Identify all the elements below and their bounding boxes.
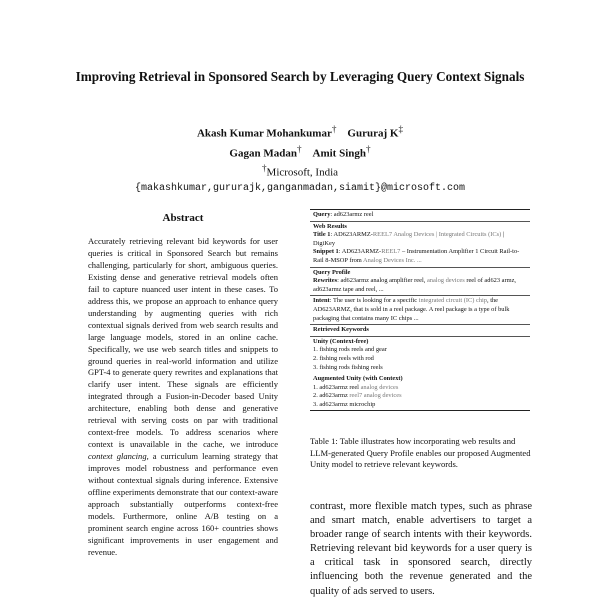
author-name: Gururaj K <box>347 127 399 140</box>
intro-paragraph: contrast, more flexible match types, such as phrase and smart match, enable advertisers to target a broader range of search intents with their keywords. Retrieving relevant bid keywords for a user query is a critical task in sponsored search, directly influencing both the revenue generated and the quality of ads served to users. <box>310 501 532 597</box>
augmented-unity-label: Augmented Unity (with Context) <box>313 375 403 383</box>
retrieved-keywords-label: Retrieved Keywords <box>313 326 369 334</box>
unity-context-free-label: Unity (Context-free) <box>313 337 369 345</box>
abstract-body <box>88 236 278 559</box>
table-query-profile-section <box>310 268 530 297</box>
dagger-mark: † <box>296 143 302 154</box>
authors-line-2 <box>60 142 540 162</box>
list-item: 2. ad623armz reel7 analog devices <box>313 392 402 400</box>
affiliation-text: Microsoft, India <box>266 166 339 179</box>
table-query-section <box>310 210 530 222</box>
title-1: Title 1: AD623ARMZ-REEL7 Analog Devices | Integrated Circuits (ICs) | DigiKey <box>313 231 505 247</box>
example-table <box>310 209 530 411</box>
web-results-label: Web Results <box>313 222 347 230</box>
table-retrieved-section <box>310 325 530 337</box>
abstract-text: Accurately retrieving relevant bid keywords for user queries is critical in Sponsored Search but remains challenging, particularly for short, ambiguous queries. Existing dense and generative retrieval models often fail to capture nuanced user intent in these cases. To address this, we propose an approach to enhance query understanding by augmenting queries with rich contextual signals derived from web search results and large language models, stored in an online cache. Specifically, we use web search titles and snippets to ground queries in real-world information and utilize GPT-4 to generate query rewrites and explanations that clarify user intent. These signals are efficiently integrated through a Fusion-in-Decoder based Unity architecture, enabling both dense and generative retrieval with serving costs on par with traditional context-free models. To address scenarios where context is unavailable in the cache, we introduce <box>88 236 278 450</box>
table-caption: Table 1: Table illustrates how incorporating web results and LLM-generated Query Profile enables our proposed Augmented Unity model to retrieve relevant keywords. <box>310 436 531 470</box>
list-item: 1. ad623armz reel analog devices <box>313 383 399 391</box>
author-name: Akash Kumar Mohankumar <box>196 127 332 140</box>
table-intent-section: Intent: The user is looking for a specific integrated circuit (IC) chip, the AD623ARMZ, that is sold in a reel package. A reel package is a type of bulk packaging that contains many IC chips ... <box>310 296 530 325</box>
table-web-results-section <box>310 222 530 268</box>
abstract-heading: Abstract <box>162 212 204 224</box>
dagger-mark: † <box>261 163 267 174</box>
list-item: 2. fishing reels with rod <box>313 354 374 362</box>
double-dagger-mark: ‡ <box>398 124 404 134</box>
query-profile-label: Query Profile <box>313 268 351 276</box>
author-name: Amit Singh <box>312 147 367 160</box>
author-emails: {makashkumar,gururajk,ganganmadan,siamit}@microsoft.com <box>134 182 466 194</box>
paper-title: Improving Retrieval in Sponsored Search by Leveraging Query Context Signals <box>75 69 525 84</box>
dagger-mark: † <box>366 143 371 154</box>
abstract-emphasis: context glancing <box>88 451 147 462</box>
query-label: Query <box>313 211 331 218</box>
abstract-text: , a curriculum learning strategy that improves model robustness and performance even without contextual signals during inference. Extensive offline experiments demonstrate that our context-aware approach substantially outperforms context-free models. Furthermore, online A/B testing on a prominent search engine across 160+ countries shows significant improvements in user engagement and revenue. <box>88 451 278 557</box>
snippet-1: Snippet 1: AD623ARMZ-REEL7 – Instrumentation Amplifier 1 Circuit Rail-to-Rail 8-MSOP from Analog Devices Inc. ... <box>313 248 520 264</box>
author-name: Gagan Madan <box>229 147 297 160</box>
list-item: 3. ad623armz microchip <box>313 400 376 408</box>
author-block <box>60 122 540 196</box>
list-item: 3. fishing rods fishing reels <box>313 363 383 371</box>
rewrites: Rewrites: ad623armz analog amplifier reel, analog devices reel of ad623 armz, ad623armz tape and reel, ... <box>313 277 517 293</box>
authors-line-1 <box>60 122 540 142</box>
list-item: 1. fishing rods reels and gear <box>313 346 387 354</box>
affiliation <box>60 161 540 181</box>
table-unity-section <box>310 337 530 411</box>
dagger-mark: † <box>331 124 337 134</box>
query-value: : ad623armz reel <box>330 211 374 218</box>
